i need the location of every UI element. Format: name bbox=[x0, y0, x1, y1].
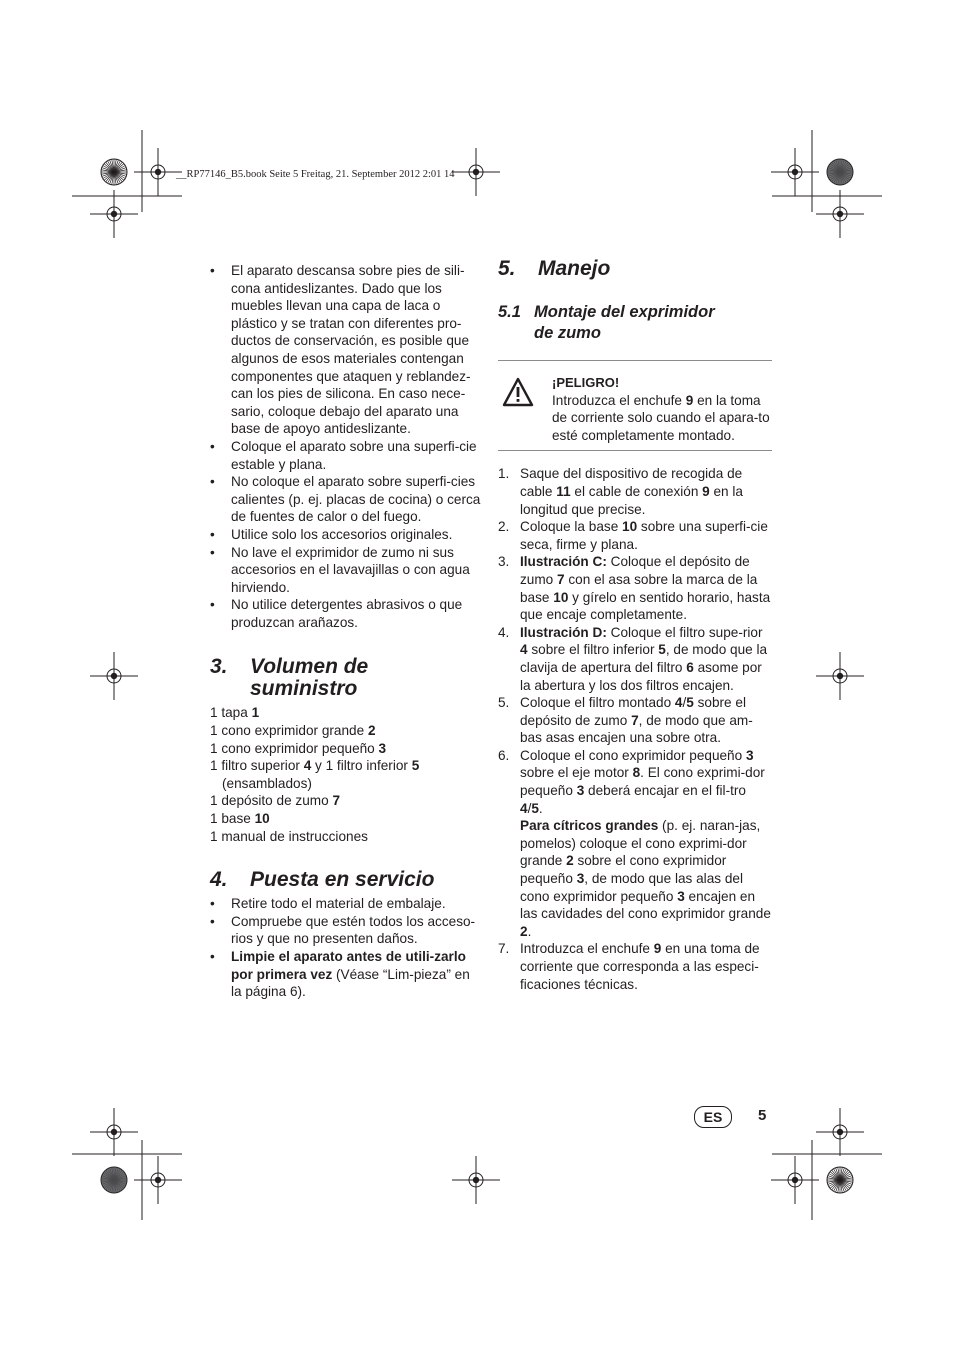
heading-number: 4. bbox=[210, 868, 228, 892]
step-item bbox=[498, 940, 772, 993]
heading-number: 5. bbox=[498, 257, 516, 280]
part-number: 5 bbox=[686, 695, 694, 711]
registration-mark-icon bbox=[90, 190, 138, 238]
step-text: Coloque el depósito de zumo bbox=[520, 554, 750, 587]
part-number: 7 bbox=[557, 571, 565, 587]
step-text: , de modo que am-bas asas encajen una sobre otra. bbox=[520, 712, 753, 746]
step-number: 5. bbox=[498, 695, 510, 711]
step-number: 7. bbox=[498, 941, 510, 957]
color-wheel-icon bbox=[101, 1167, 127, 1193]
heading-text: Puesta en servicio bbox=[250, 868, 435, 892]
step-text: sobre el filtro inferior bbox=[527, 642, 659, 658]
step-text: con el asa sobre la marca de la base bbox=[520, 571, 758, 605]
part-number: 9 bbox=[702, 483, 710, 499]
step-item bbox=[498, 553, 772, 623]
item-text: 1 depósito de zumo bbox=[210, 793, 333, 809]
part-number: 3 bbox=[745, 747, 754, 763]
step-number: 4. bbox=[498, 624, 510, 640]
step-text: Coloque el filtro montado bbox=[520, 695, 675, 711]
part-number: 10 bbox=[622, 519, 638, 535]
heading-puesta-en-servicio bbox=[210, 869, 482, 891]
step-text: en la longitud que precise. bbox=[520, 483, 743, 517]
warning-text bbox=[552, 374, 772, 444]
heading-manejo bbox=[498, 258, 772, 280]
list-item: • No coloque el aparato sobre superfi-cies calientes (p. ej. placas de cocina) o cerca de fuentes de calor o del fuego. bbox=[210, 473, 482, 526]
step-text: sobre una superfi-cie seca, firme y plana. bbox=[520, 519, 768, 552]
step-text: , de modo que la clavija de apertura del filtro bbox=[520, 642, 768, 675]
step-item bbox=[498, 518, 772, 553]
part-number: 2 bbox=[566, 853, 574, 869]
step-text: . bbox=[527, 923, 532, 939]
list-item bbox=[210, 740, 482, 758]
item-text: 1 cono exprimidor pequeño bbox=[210, 740, 379, 756]
heading-text: suministro bbox=[250, 677, 358, 701]
part-number: 2 bbox=[367, 723, 376, 739]
step-text: Introduzca el enchufe bbox=[520, 941, 654, 957]
heading-text: Volumen de bbox=[250, 655, 369, 679]
step-text: deberá encajar en el fil-tro bbox=[584, 783, 746, 799]
part-number: 3 bbox=[576, 871, 585, 887]
step-number: 1. bbox=[498, 466, 510, 482]
step-text: Saque del dispositivo de recogida de cable bbox=[520, 466, 743, 499]
item-text: 1 manual de instrucciones bbox=[210, 828, 368, 844]
heading-number: 5.1 bbox=[498, 303, 521, 321]
part-number: 4 bbox=[303, 758, 312, 774]
list-item: • No utilice detergentes abrasivos o que produzcan arañazos. bbox=[210, 596, 482, 631]
supply-list bbox=[210, 704, 482, 845]
intro-bullet-list bbox=[210, 262, 482, 631]
emphasis-text: Limpie el aparato antes de utili-zarlo por primera vez bbox=[231, 949, 466, 982]
step-text: encajen en las cavidades del cono exprimidor grande bbox=[520, 888, 771, 922]
step-text: Coloque el filtro supe-rior bbox=[606, 624, 763, 640]
list-item bbox=[210, 757, 482, 792]
warning-triangle-icon bbox=[502, 377, 534, 407]
part-number: 5 bbox=[658, 642, 666, 658]
step-text: . El cono exprimi-dor pequeño bbox=[520, 765, 765, 799]
heading-volumen-de-suministro bbox=[210, 656, 482, 700]
list-item: • Utilice solo los accesorios originales. bbox=[210, 526, 482, 544]
part-number: 10 bbox=[553, 589, 569, 605]
registration-mark-icon bbox=[134, 148, 182, 196]
part-number: 4 bbox=[674, 695, 683, 711]
part-number: 4 bbox=[520, 800, 528, 816]
setup-bullet-list bbox=[210, 895, 482, 1001]
list-item bbox=[210, 722, 482, 740]
item-text: y 1 filtro inferior bbox=[311, 758, 412, 774]
item-text: 1 cono exprimidor grande bbox=[210, 723, 368, 739]
step-number: 2. bbox=[498, 519, 510, 535]
step-number: 6. bbox=[498, 747, 510, 763]
step-item bbox=[498, 465, 772, 518]
subheading-montaje bbox=[498, 302, 772, 344]
list-item: • Retire todo el material de embalaje. bbox=[210, 895, 482, 913]
step-text: / bbox=[682, 695, 687, 711]
step-item bbox=[498, 747, 772, 941]
part-number: 9 bbox=[653, 941, 662, 957]
part-number: 8 bbox=[632, 765, 641, 781]
heading-text: Montaje del exprimidor bbox=[534, 303, 715, 321]
step-text: (p. ej. naran-jas, pomelos) coloque el cono exprimi-dor grande bbox=[520, 818, 761, 869]
list-item: • No lave el exprimidor de zumo ni sus accesorios en el lavavajillas o con agua hirviendo. bbox=[210, 544, 482, 597]
heading-text: Manejo bbox=[538, 257, 611, 280]
part-number: 1 bbox=[251, 705, 260, 721]
print-header: __RP77146_B5.book Seite 5 Freitag, 21. September 2012 2:01 14 bbox=[176, 169, 455, 180]
illustration-ref: Ilustración D: bbox=[520, 624, 607, 640]
part-number: 5 bbox=[411, 758, 420, 774]
registration-mark-icon bbox=[134, 1156, 182, 1204]
step-text: Coloque la base bbox=[520, 519, 623, 535]
step-text: y gírelo en sentido horario, hasta que encaje completamente. bbox=[520, 589, 771, 623]
step-text: en una toma de corriente que corresponda a las especi-ficaciones técnicas. bbox=[520, 941, 760, 992]
left-column bbox=[210, 262, 482, 1001]
step-number: 3. bbox=[498, 554, 510, 570]
color-wheel-icon bbox=[101, 159, 127, 185]
registration-mark-icon bbox=[816, 1108, 864, 1156]
step-text: asome por la abertura y los dos filtros encajen. bbox=[520, 659, 762, 693]
language-badge: ES bbox=[694, 1106, 732, 1128]
list-item bbox=[210, 828, 482, 846]
step-text: , de modo que las alas del cono exprimidor pequeño bbox=[520, 871, 743, 904]
part-number: 3 bbox=[378, 740, 387, 756]
warning-label: ¡PELIGRO! bbox=[552, 375, 620, 390]
registration-mark-icon bbox=[452, 1156, 500, 1204]
emphasis-text: Para cítricos grandes bbox=[520, 818, 659, 834]
list-item bbox=[210, 704, 482, 722]
heading-text: de zumo bbox=[534, 324, 601, 342]
item-text: 1 base bbox=[210, 811, 255, 827]
part-number: 5 bbox=[531, 800, 539, 816]
part-number: 3 bbox=[677, 888, 685, 904]
part-number: 7 bbox=[631, 712, 639, 728]
warning-box bbox=[498, 360, 772, 451]
assembly-steps bbox=[498, 465, 772, 993]
item-text: (ensamblados) bbox=[222, 775, 312, 791]
list-item bbox=[210, 948, 482, 1001]
right-column bbox=[498, 258, 772, 993]
item-text: (Véase “Lim-pieza” en la página 6). bbox=[231, 966, 470, 1000]
heading-number: 3. bbox=[210, 655, 228, 679]
part-number: 4 bbox=[520, 642, 528, 658]
step-text: sobre el cono exprimidor pequeño bbox=[520, 853, 727, 887]
part-number: 3 bbox=[576, 783, 585, 799]
registration-mark-icon bbox=[816, 652, 864, 700]
illustration-ref: Ilustración C: bbox=[520, 554, 607, 570]
step-text: sobre el depósito de zumo bbox=[520, 695, 746, 728]
color-wheel-icon bbox=[827, 1167, 853, 1193]
list-item bbox=[210, 810, 482, 828]
step-text: el cable de conexión bbox=[570, 483, 703, 499]
step-item bbox=[498, 694, 772, 747]
step-text: sobre el eje motor bbox=[520, 765, 633, 781]
registration-mark-icon bbox=[452, 148, 500, 196]
part-number: 2 bbox=[520, 923, 528, 939]
warning-body: Introduzca el enchufe bbox=[552, 392, 686, 408]
part-number: 9 bbox=[685, 392, 694, 408]
warning-body: en la toma de corriente solo cuando el apara-to esté completamente montado. bbox=[552, 392, 770, 443]
list-item: • Compruebe que estén todos los acceso-rios y que no presenten daños. bbox=[210, 913, 482, 948]
step-text: Coloque el cono exprimidor pequeño bbox=[520, 747, 746, 763]
step-item bbox=[498, 624, 772, 694]
part-number: 10 bbox=[254, 811, 270, 827]
item-text: 1 tapa bbox=[210, 705, 252, 721]
part-number: 11 bbox=[556, 483, 571, 499]
color-wheel-icon bbox=[827, 159, 853, 185]
step-text: . bbox=[538, 800, 543, 816]
registration-mark-icon bbox=[90, 652, 138, 700]
list-item bbox=[210, 792, 482, 810]
registration-mark-icon bbox=[90, 1108, 138, 1156]
page-number: 5 bbox=[758, 1107, 767, 1124]
item-text: 1 filtro superior bbox=[210, 758, 304, 774]
list-item: • El aparato descansa sobre pies de sili-cona antideslizantes. Dado que los muebles llevan una capa de laca o plástico y se tratan con diferentes pro-ductos de conservación, es posible que algunos de esos materiales contengan componentes que ataquen y reblandez-can los pies de silicona. En caso nece-sario, coloque debajo del aparato una base de apoyo antideslizante. bbox=[210, 262, 482, 438]
part-number: 7 bbox=[332, 793, 340, 809]
part-number: 6 bbox=[686, 659, 694, 675]
registration-mark-icon bbox=[816, 190, 864, 238]
step-text: / bbox=[527, 800, 532, 816]
list-item: • Coloque el aparato sobre una superfi-cie estable y plana. bbox=[210, 438, 482, 473]
